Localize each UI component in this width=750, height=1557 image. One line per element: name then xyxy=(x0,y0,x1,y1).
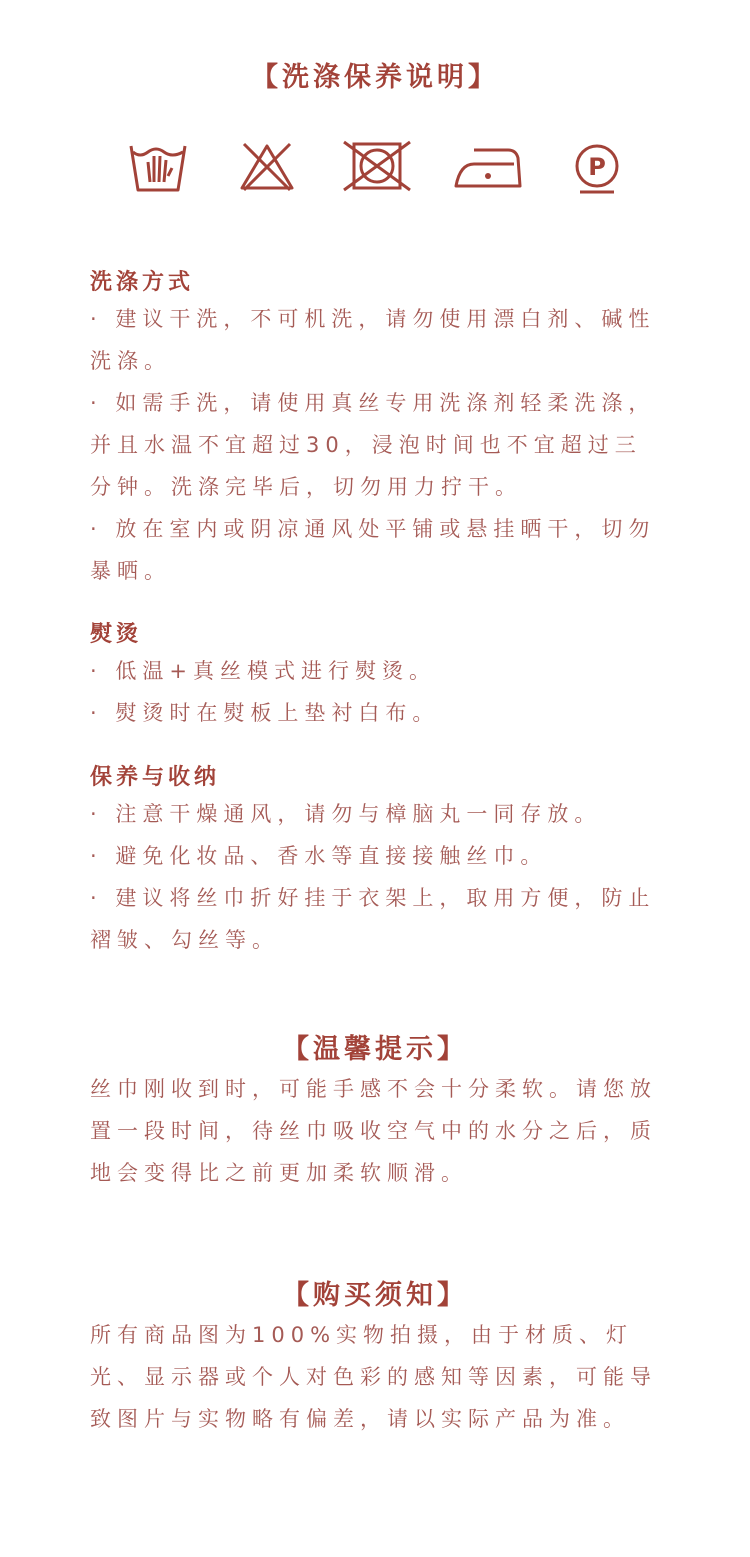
ironing-item: · 低温+真丝模式进行熨烫。 xyxy=(90,659,436,683)
no-tumble-dry-icon xyxy=(342,138,412,194)
storage-list xyxy=(90,793,665,961)
ironing-item: · 熨烫时在熨板上垫衬白布。 xyxy=(90,701,440,725)
washing-heading: 洗涤方式 xyxy=(90,270,195,295)
storage-item: · 避免化妆品、香水等直接接触丝巾。 xyxy=(90,844,548,868)
svg-text:P: P xyxy=(588,153,606,181)
care-icons-row xyxy=(128,138,628,198)
purchase-title: 【购买须知】 xyxy=(282,1280,468,1311)
tips-text xyxy=(90,1068,665,1194)
storage-item: · 注意干燥通风，请勿与樟脑丸一同存放。 xyxy=(90,802,602,826)
care-title: 【洗涤保养说明】 xyxy=(251,62,499,93)
tips-title: 【温馨提示】 xyxy=(282,1034,468,1065)
ironing-heading: 熨烫 xyxy=(90,622,143,647)
washing-item: · 建议干洗，不可机洗，请勿使用漂白剂、碱性洗涤。 xyxy=(90,307,656,373)
ironing-list xyxy=(90,650,665,734)
hand-wash-icon xyxy=(128,138,188,194)
tips-paragraph: 丝巾刚收到时，可能手感不会十分柔软。请您放置一段时间，待丝巾吸收空气中的水分之后，质地会变得比之前更加柔软顺滑。 xyxy=(90,1077,657,1185)
storage-item: · 建议将丝巾折好挂于衣架上，取用方便，防止褶皱、勾丝等。 xyxy=(90,886,656,952)
dry-clean-p-icon xyxy=(572,138,622,194)
purchase-paragraph: 所有商品图为100%实物拍摄，由于材质、灯光、显示器或个人对色彩的感知等因素，可能导致图片与实物略有偏差，请以实际产品为准。 xyxy=(90,1323,657,1431)
iron-low-icon xyxy=(452,138,524,194)
washing-item: · 放在室内或阴凉通风处平铺或悬挂晒干，切勿暴晒。 xyxy=(90,517,656,583)
washing-list xyxy=(90,298,665,592)
purchase-text xyxy=(90,1314,665,1440)
storage-heading: 保养与收纳 xyxy=(90,765,221,790)
washing-item: · 如需手洗，请使用真丝专用洗涤剂轻柔洗涤，并且水温不宜超过30，浸泡时间也不宜超过三分钟。洗涤完毕后，切勿用力拧干。 xyxy=(90,391,656,499)
no-bleach-icon xyxy=(236,138,298,194)
